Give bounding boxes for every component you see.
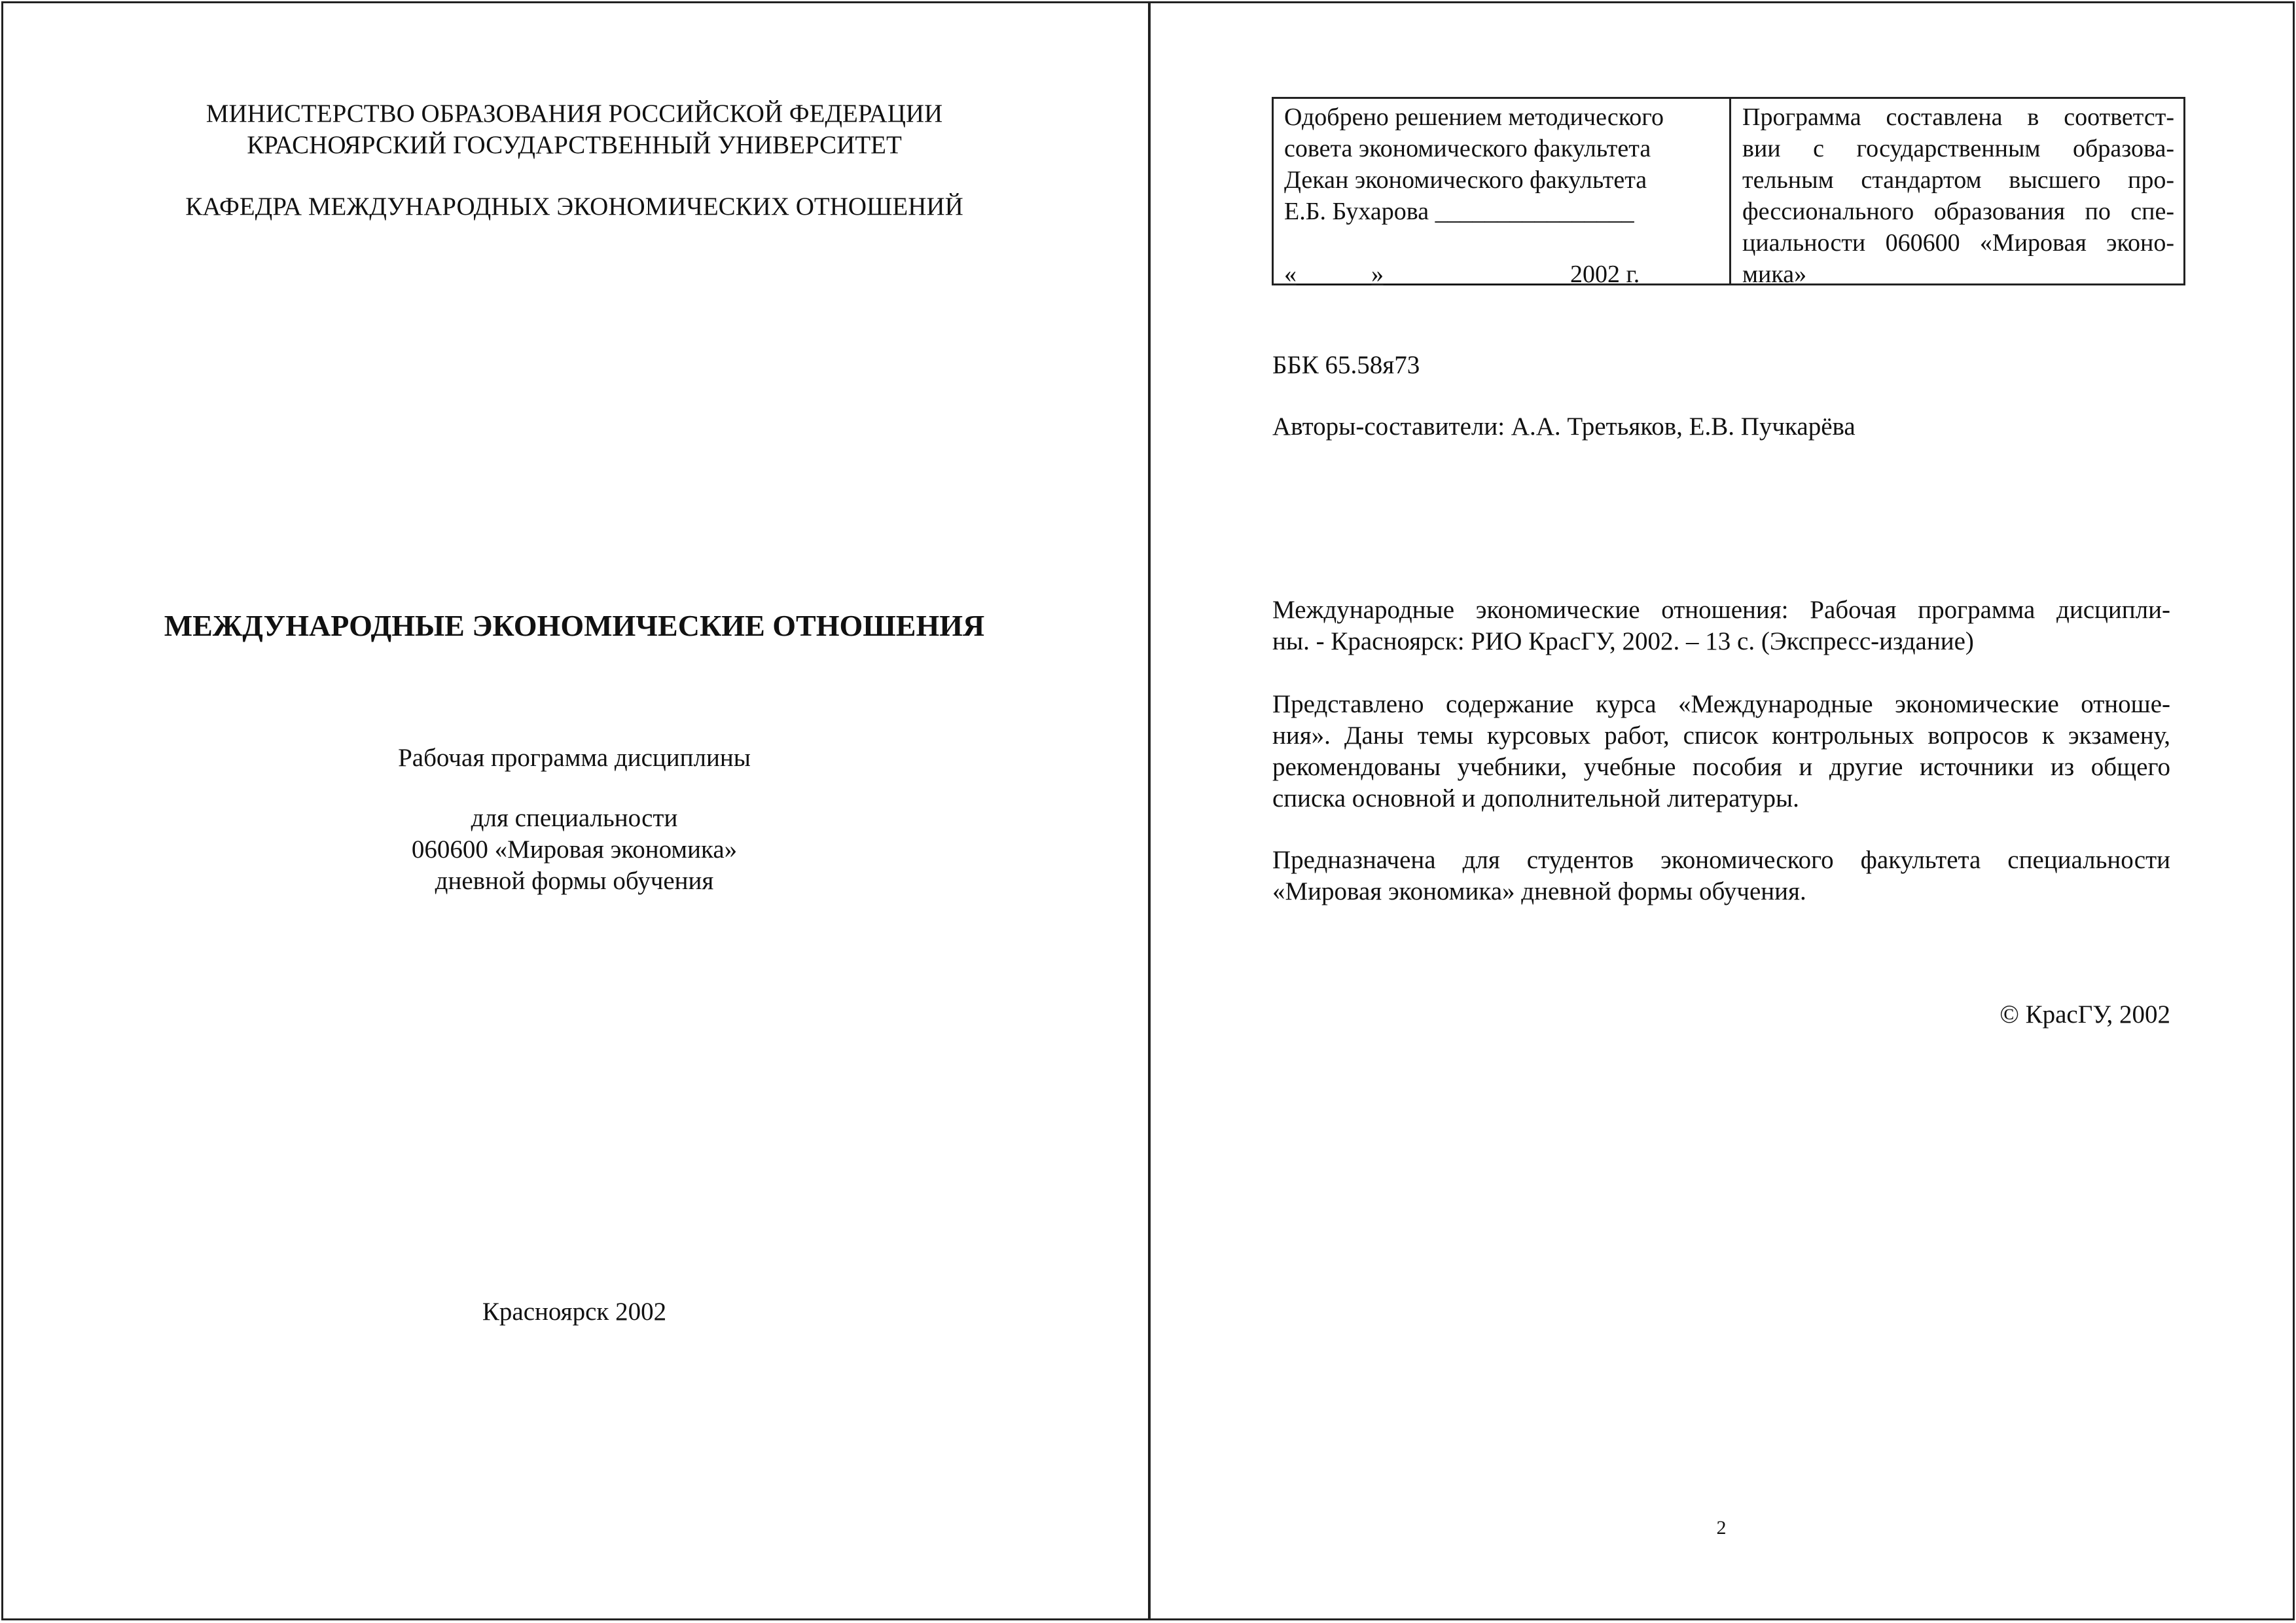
audience-line: Предназначена для студентов экономического факультета специальности [1272,846,2170,874]
citation-line: ны. - Красноярск: РИО КрасГУ, 2002. – 13 с. (Экспресс-издание) [1272,627,1974,655]
audience-paragraph [1272,845,2170,907]
approval-cell-right [1742,101,2174,290]
bbk-code: ББК 65.58я73 [1272,351,1420,379]
approval-right-line: фессионального образования по спе- [1742,198,2174,225]
summary-line: ния». Даны темы курсовых работ, список контрольных вопросов к экзамену, [1272,721,2170,750]
summary-line: списка основной и дополнительной литературы. [1272,784,1799,812]
approval-right-line: мика» [1742,261,1807,288]
specialty-line-1: для специальности [471,804,678,832]
specialty-line-2: 060600 «Мировая экономика» [411,835,738,864]
citation-line: Международные экономические отношения: Рабочая программа дисципли- [1272,596,2170,624]
copyright-line: © КрасГУ, 2002 [2000,1000,2170,1029]
audience-line: «Мировая экономика» дневной формы обучения. [1272,877,1806,905]
summary-paragraph [1272,689,2170,814]
approval-right-line: Программа составлена в соответст- [1742,103,2174,131]
approval-right-line: вии с государственным образова- [1742,135,2174,162]
approval-left-line: «______»_______________2002 г. [1284,261,1640,288]
summary-line: рекомендованы учебники, учебные пособия и другие источники из общего [1272,753,2170,781]
ministry-line-1: МИНИСТЕРСТВО ОБРАЗОВАНИЯ РОССИЙСКОЙ ФЕДЕРАЦИИ [206,100,943,128]
document-subtitle: Рабочая программа дисциплины [398,744,751,772]
department-line: КАФЕДРА МЕЖДУНАРОДНЫХ ЭКОНОМИЧЕСКИХ ОТНОШЕНИЙ [185,192,963,221]
ministry-line-2: КРАСНОЯРСКИЙ ГОСУДАРСТВЕННЫЙ УНИВЕРСИТЕТ [247,131,902,159]
specialty-line-3: дневной формы обучения [435,867,714,895]
approval-right-line: циальности 060600 «Мировая эконо- [1742,229,2174,257]
approval-left-line: совета экономического факультета [1284,135,1651,162]
page-number: 2 [1716,1517,1727,1539]
citation-paragraph [1272,594,2170,657]
authors-line: Авторы-составители: А.А. Третьяков, Е.В. Пучкарёва [1272,412,1856,441]
approval-left-line [1284,227,1723,259]
approval-cell-left [1284,101,1723,290]
table-divider [1729,99,1731,283]
approval-left-line: Е.Б. Бухарова ________________ [1284,198,1634,225]
document-title: МЕЖДУНАРОДНЫЕ ЭКОНОМИЧЕСКИЕ ОТНОШЕНИЯ [164,609,985,642]
city-year: Красноярск 2002 [482,1298,667,1326]
approval-table [1272,97,2185,288]
approval-left-line: Одобрено решением методического [1284,103,1664,131]
approval-right-line: тельным стандартом высшего про- [1742,166,2174,194]
summary-line: Представлено содержание курса «Международные экономические отноше- [1272,690,2170,718]
approval-left-line: Декан экономического факультета [1284,166,1647,194]
